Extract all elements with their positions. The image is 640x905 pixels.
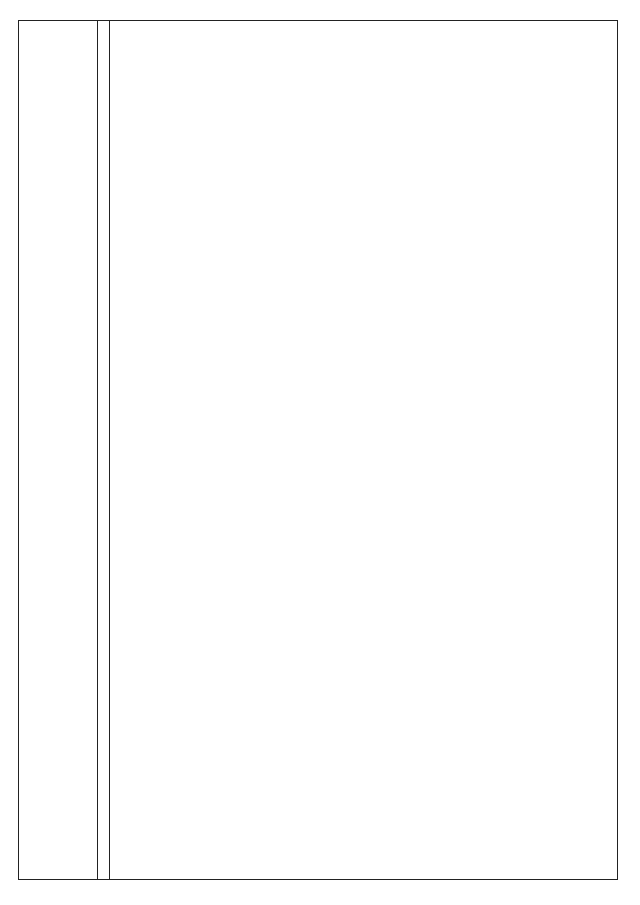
table-body (109, 21, 617, 879)
rotated-table-sheet (18, 20, 618, 880)
table-header-row (19, 21, 98, 879)
capital-repair-table (18, 20, 618, 880)
